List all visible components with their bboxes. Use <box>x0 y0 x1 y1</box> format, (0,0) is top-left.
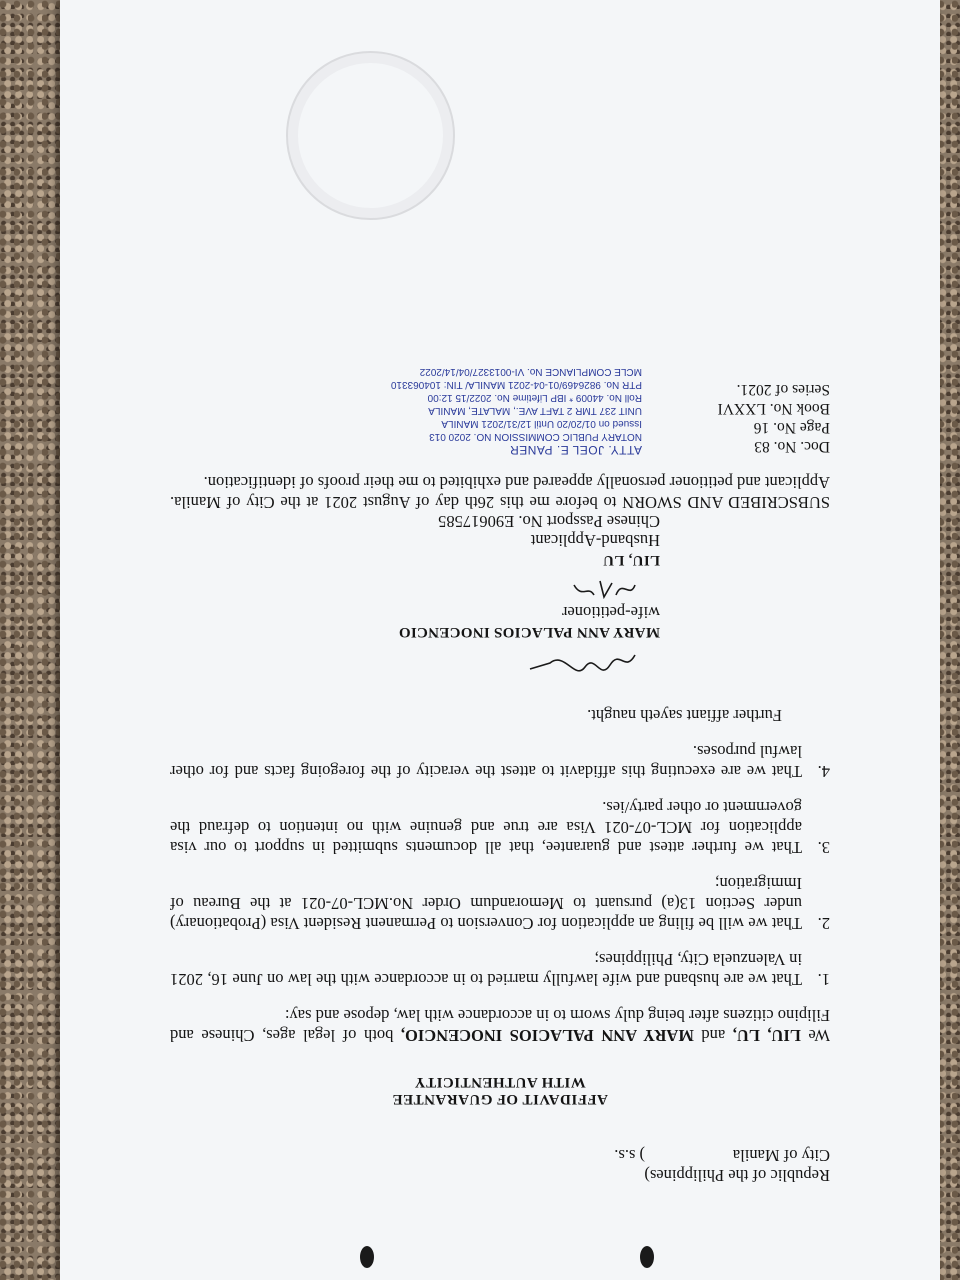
list-item <box>170 873 830 933</box>
signature-block <box>170 512 660 675</box>
notary-line: PTR No. 9826469/01-04-2021 MANILA/ TIN: 104063310 <box>390 379 642 390</box>
list-item <box>170 797 830 857</box>
item-text: That we further attest and guarantee, that all documents submitted in support to our visa application for MCL-07-021 Visa are true and genuine with no intention to defraud the government or other party/ies. <box>170 798 802 857</box>
book-no: Book No. LXXVI <box>717 400 830 417</box>
wife-signature <box>520 647 640 675</box>
venue-header <box>170 1145 830 1185</box>
item-number: 2. <box>817 914 830 933</box>
list-item <box>170 949 830 989</box>
title-line-1: AFFIDAVIT OF GUARANTEE <box>392 1091 608 1107</box>
further-affiant: Further affiant sayeth naught. <box>587 706 782 725</box>
item-text: That we are executing this affidavit to attest the veracity of the foregoing facts and for other lawful purposes. <box>170 742 802 781</box>
header-ss: ) s.s. <box>614 1146 645 1165</box>
notary-line: NOTARY PUBLIC COMMISSION NO. 2020 013 <box>429 431 642 442</box>
page-no: Page No. 16 <box>753 419 830 436</box>
item-number: 4. <box>817 762 830 781</box>
document-body <box>170 365 830 1185</box>
title-line-2: WITH AUTHENTICITY <box>414 1074 586 1090</box>
notary-line: Issued on 01/20/20 Until 12/31/2021 MANILA <box>441 418 642 429</box>
paper-sheet <box>60 0 940 1280</box>
notary-line: MCLE COMPLIANCE No. VI-0013327/04/14/2022 <box>419 366 642 377</box>
item-number: 1. <box>817 970 830 989</box>
intro-name-1: LIU, LU, <box>732 1026 801 1045</box>
list-item <box>170 741 830 781</box>
embossed-seal <box>286 51 455 220</box>
item-text: That we will be filing an application for Conversion to Permanent Resident Visa (Probationary) under Section 13(a) pursuant to Memorandum Order No.MCL-07-021 at the Bureau of Immigration; <box>170 874 802 933</box>
intro-rest: both of legal ages, Chinese and Filipino citizens after being duly sworn to in accordance with law, depose and say: <box>169 1006 830 1045</box>
header-city: City of Manila <box>732 1146 830 1165</box>
document-rotated <box>60 0 940 1280</box>
intro-we: We <box>800 1026 830 1045</box>
item-number: 3. <box>817 838 830 857</box>
intro-and: and <box>693 1026 733 1045</box>
header-republic: Republic of the Philippines) <box>644 1166 830 1185</box>
husband-passport: Chinese Passport No. E90617585 <box>438 512 660 531</box>
intro-name-2: MARY ANN PALACIOS INOCENCIO, <box>400 1026 694 1045</box>
notarial-section <box>170 365 830 456</box>
series: Series of 2021. <box>736 381 830 398</box>
wife-name: MARY ANN PALACIOS INOCENCIO <box>398 624 660 640</box>
jurat-paragraph: SUBSCRIBED AND SWORN to before me this 26th day of August 2021 at the City of Manila. Applicant and petitioner personally appeared and exhibited to me their proofs of identification. <box>170 473 830 512</box>
husband-signature <box>560 575 640 603</box>
husband-role: Husband-Applicant <box>530 531 660 550</box>
wife-role: wife-petitioner <box>561 603 660 622</box>
notary-line: UNIT 237 TMR 2 TAFT AVE., MALATE, MANILA <box>428 405 642 416</box>
notary-line: Roll No. 44009 * IBP Lifetime No. 2022/15 12:00 <box>427 392 642 403</box>
husband-name: LIU, LU <box>602 552 660 568</box>
doc-numbers <box>660 365 830 456</box>
intro-paragraph <box>170 1005 830 1045</box>
notary-stamp <box>170 365 660 456</box>
document-title <box>170 1073 830 1107</box>
item-text: That we are husband and wife lawfully married to in accordance with the law on June 16, 2021 in Valenzuela City, Philippines; <box>170 950 802 989</box>
notary-name: ATTY. JOEL E. PANER <box>509 443 642 457</box>
doc-no: Doc. No. 83 <box>754 438 830 455</box>
